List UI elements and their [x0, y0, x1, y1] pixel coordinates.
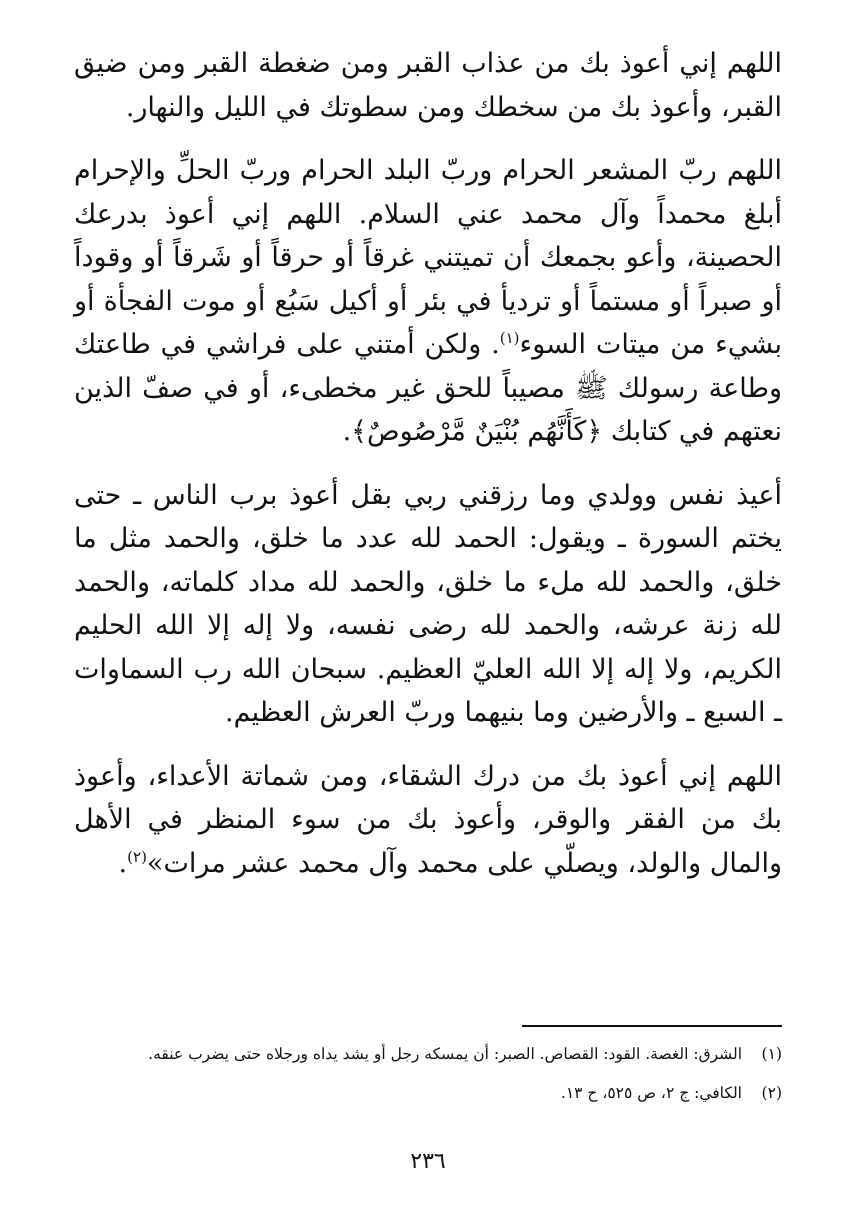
paragraph-2-text-middle: . ولكن أمتني على فراشي في طاعتك وطاعة رسولك ﷺ مصيباً للحق غير مخطىء، أو في صفّ الذين نعتهم في كتابك	[74, 329, 782, 447]
paragraph-3-text: أعيذ نفس وولدي وما رزقني ربي بقل أعوذ برب الناس ـ حتى يختم السورة ـ ويقول: الحمد لله عدد ما خلق، والحمد مثل ما خلق، والحمد لله ملء ما خلق، والحمد لله مداد كلماته، والحمد لله زنة عرشه، والحمد لله رضى نفسه، ولا إله إلا الله الحليم الكريم، ولا إله إلا الله العليّ العظيم. سبحان الله رب السماوات ـ السبع ـ والأرضين وما بنيهما وربّ العرش العظيم.	[74, 479, 782, 728]
quran-verse: ﴿كَأَنَّهُم بُنْيَنٌ مَّرْصُوصٌ﴾	[351, 416, 603, 447]
footnote-1	[74, 1040, 782, 1069]
footnote-2	[74, 1079, 782, 1108]
paragraph-2-text-end: .	[342, 416, 352, 447]
footnote-1-text: الشرق: الغصة. القود: القصاص. الصبر: أن يمسكه رجل أو يشد يداه ورجلاه حتى يضرب عنقه.	[148, 1045, 742, 1063]
page-number: ٢٣٦	[410, 1149, 446, 1174]
paragraph-2	[74, 149, 782, 454]
footnotes	[74, 1040, 782, 1118]
page	[74, 42, 782, 1192]
footnote-1-number: (١)	[761, 1045, 782, 1063]
footnote-ref-2: (٢)	[127, 847, 147, 866]
footnote-2-number: (٢)	[761, 1084, 782, 1102]
footnote-ref-1: (١)	[499, 329, 520, 347]
paragraph-1-text: اللهم إني أعوذ بك من عذاب القبر ومن ضغطة القبر ومن ضيق القبر، وأعوذ بك من سخطك ومن سطوتك في الليل والنهار.	[74, 48, 782, 123]
paragraph-1	[74, 42, 782, 129]
paragraph-2-text-start: اللهم ربّ المشعر الحرام وربّ البلد الحرام وربّ الحلِّ والإحرام أبلغ محمداً وآل محمد عني السلام. اللهم إني أعوذ بدرعك الحصينة، وأعو بجمعك أن تميتني غرقاً أو حرقاً أو شَرقاً أو وقوداً أو صبراً أو مستماً أو ترديأ في بئر أو أكيل سَبُع أو موت الفجأة أو بشيء من ميتات السوء	[74, 155, 782, 360]
footnote-divider	[522, 1025, 782, 1027]
paragraph-4-text-end: .	[118, 847, 128, 879]
paragraph-4	[74, 755, 782, 886]
paragraph-3	[74, 474, 782, 735]
footnote-2-text: الكافي: ج ٢، ص ٥٢٥، ح ١٣.	[560, 1084, 742, 1102]
paragraph-4-text: اللهم إني أعوذ بك من درك الشقاء، ومن شماتة الأعداء، وأعوذ بك من الفقر والوقر، وأعوذ بك من سوء المنظر في الأهل والمال والولد، ويصلّي على محمد وآل محمد عشر مرات»	[74, 760, 782, 879]
